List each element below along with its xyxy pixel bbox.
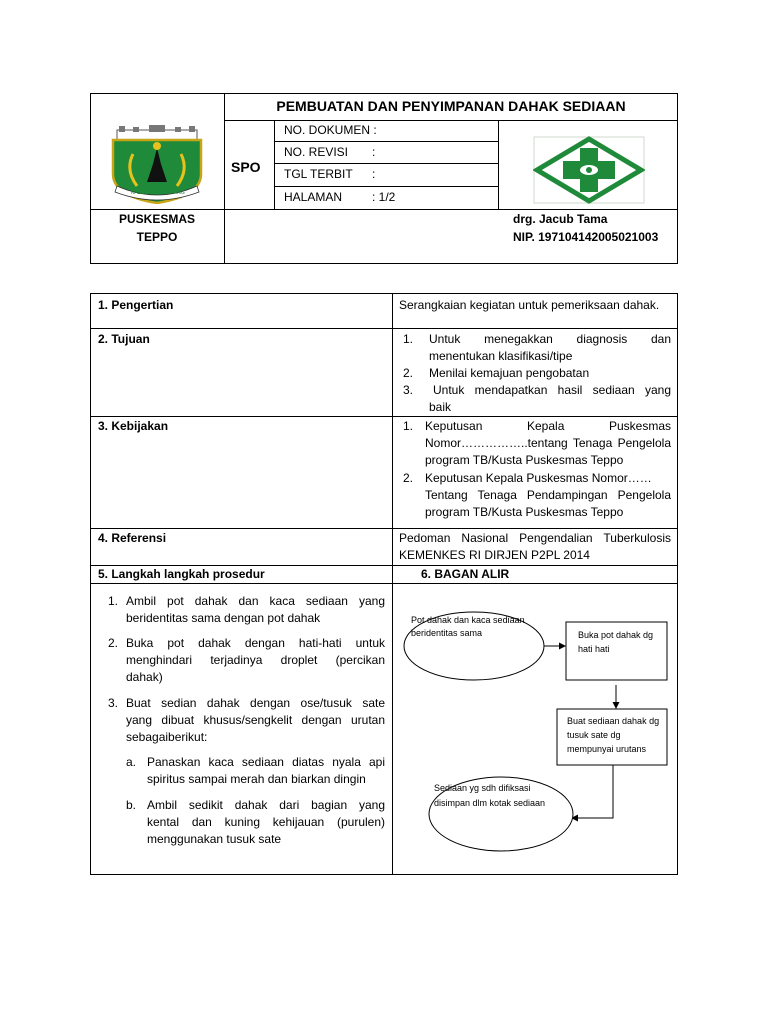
flow-node-1-line2: beridentitas sama [411,628,483,638]
substep-b-line2: kental dan kuning kehijauan (purulen) [147,815,385,829]
substep-b-line3: menggunakan tusuk sate [147,832,282,846]
flow-node-3-line1: Buat sediaan dahak dg [567,716,660,726]
spo-label: SPO [231,159,261,175]
substep-a-line2: spiritus sampai merah dan biarkan dingin [147,772,366,786]
referensi-line1: Pedoman Nasional Pengendalian Tuberkulosis [399,531,671,545]
flow-node-4-line1: Sediaan yg sdh difiksasi [434,783,531,793]
flow-node-1-line1: Pot dahak dan kaca sediaan [411,615,525,625]
health-cross-logo [533,136,645,204]
flow-node-3-line3: mempunyai urutans [567,744,647,754]
tujuan-item-1-line1: Untuk menegakkan diagnosis dan [429,332,671,346]
substep-a-line1: Panaskan kaca sediaan diatas nyala api [147,755,385,769]
step-1-line1: Ambil pot dahak dan kaca sediaan yang [126,594,385,608]
kebijakan-item-1-line3: program TB/Kusta Puskesmas Teppo [425,453,624,467]
kebijakan-item-1-line2: Nomor……………..tentang Tenaga Pengelola [425,436,671,450]
kebijakan-item-2-line3: program TB/Kusta Puskesmas Teppo [425,505,624,519]
step-2-line1: Buka pot dahak dengan hati-hati untuk [126,636,385,650]
substep-b-line1: Ambil sedikit dahak dari bagian yang [147,798,385,812]
emblem-text: KABUPATEN PINRANG [131,190,185,196]
tujuan-num-2: 2. [403,366,414,380]
tujuan-item-2-line1: Menilai kemajuan pengobatan [429,366,590,380]
substep-a-num: a. [126,755,137,769]
org-name-line1: PUSKESMAS [118,212,195,226]
kebijakan-num-1: 1. [403,419,414,433]
kebijakan-item-2-line1: Keputusan Kepala Puskesmas Nomor…… [425,471,652,485]
field-no-revisi: NO. REVISI [284,145,349,159]
tujuan-item-1-line2: menentukan klasifikasi/tipe [429,349,573,363]
kebijakan-item-1-line1: Keputusan Kepala Puskesmas [425,419,671,433]
tujuan-num-3: 3. [403,383,414,397]
flow-node-2-line1: Buka pot dahak dg [578,630,654,640]
kebijakan-item-2-line2: Tentang Tenaga Pendampingan Pengelola [425,488,671,502]
referensi-line2: KEMENKES RI DIRJEN P2PL 2014 [399,548,590,562]
field-halaman: HALAMAN [284,190,343,204]
pengertian-text: Serangkaian kegiatan untuk pemeriksaan dahak. [399,298,660,312]
field-no-revisi-value: : [372,145,376,159]
step-2-line3: dahak) [126,670,163,684]
pengertian-label: 1. Pengertian [98,298,174,312]
flow-node-3-line2: tusuk sate dg [567,730,621,740]
referensi-label: 4. Referensi [98,531,167,545]
field-tgl-terbit: TGL TERBIT [284,167,353,181]
step-1-line2: beridentitas sama dengan pot dahak [126,611,321,625]
tujuan-item-3-line2: baik [429,400,452,414]
tujuan-label: 2. Tujuan [98,332,150,346]
step-1-num: 1. [108,594,119,608]
step-2-num: 2. [108,636,119,650]
substep-b-num: b. [126,798,137,812]
step-3-line2: yang dibuat khusus/sengkelit dengan urutan [126,713,385,727]
kebijakan-num-2: 2. [403,471,414,485]
field-tgl-terbit-value: : [372,167,376,181]
flow-arrow-3-4 [576,765,613,818]
org-name-line2: TEPPO [136,230,178,244]
flow-node-4-line2: disimpan dlm kotak sediaan [434,798,546,808]
kebijakan-label: 3. Kebijakan [98,419,169,433]
field-no-dokumen: NO. DOKUMEN : [284,123,377,137]
tujuan-num-1: 1. [403,332,414,346]
signer-name: drg. Jacub Tama [513,212,608,226]
flow-node-2-line2: hati hati [578,644,610,654]
signer-nip: NIP. 197104142005021003 [513,230,659,244]
step-3-num: 3. [108,696,119,710]
step-3-line1: Buat sedian dahak dengan ose/tusuk sate [126,696,385,710]
tujuan-item-3-line1: Untuk mendapatkan hasil sediaan yang [433,383,671,397]
bagan-label: 6. BAGAN ALIR [421,567,510,581]
step-2-line2: menghindari terjadinya droplet (percikan [126,653,385,667]
step-3-line3: sebagaiberikut: [126,730,208,744]
document-title: PEMBUATAN DAN PENYIMPANAN DAHAK SEDIAAN [276,98,626,114]
field-halaman-value: : 1/2 [372,190,396,204]
prosedur-label: 5. Langkah langkah prosedur [98,567,265,581]
regency-emblem [103,124,211,204]
